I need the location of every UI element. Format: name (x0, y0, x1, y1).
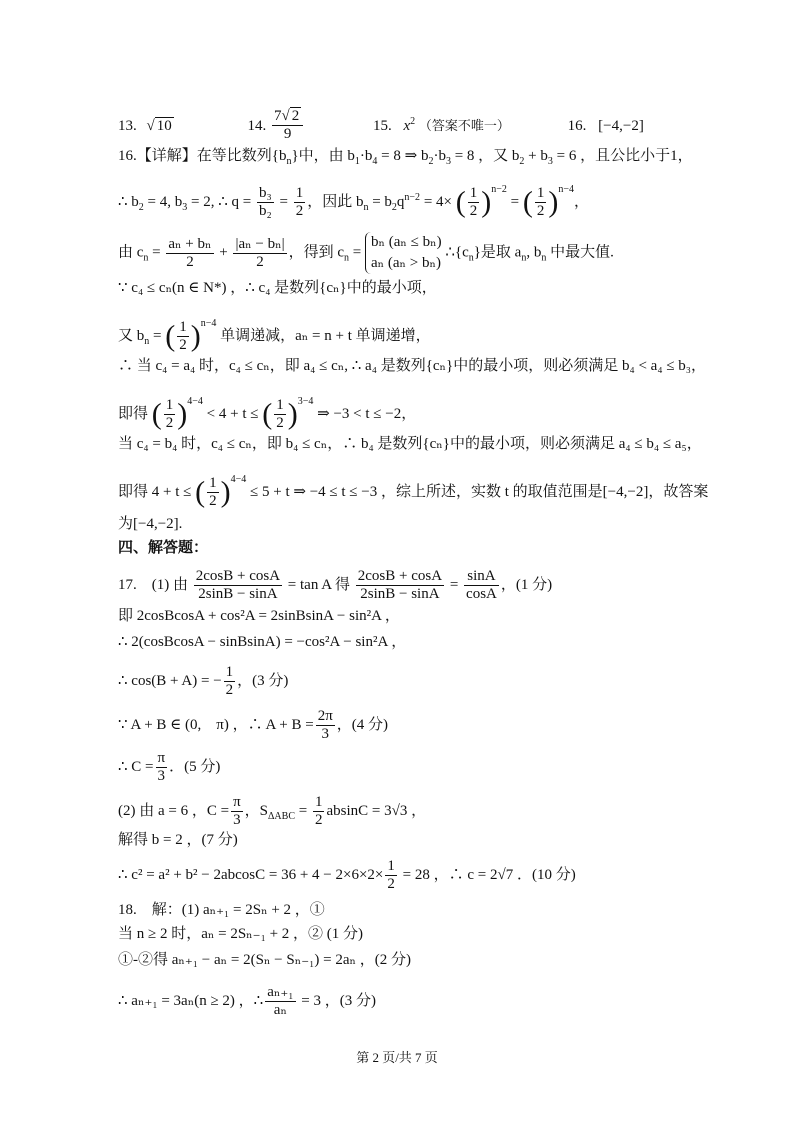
q16-heading: 16.【详解】 (118, 148, 197, 164)
q18-line-1: 18. 解：(1) aₙ₊₁ = 2Sₙ + 2 ，① (118, 902, 325, 918)
q16-line-10: 为[−4,−2]. (118, 516, 183, 532)
q16-line-9: 即得 4 + t ≤ ( $\frac{1}{2}$ )$^{4-4}$ ≤ 5 + t ⇒ −4 ≤ t ≤ −3 ，综上所述，实数 t 的取值范围是[−4,−2]，故答案 (118, 474, 709, 510)
q17-line-5: ∵ A + B ∈ (0, π) ，∴ A + B = $\frac{2\pi}{3}$ ，(4 分) (118, 708, 389, 742)
q15-number: 15. (372, 118, 392, 134)
q15-answer: $x^2$ (403, 116, 416, 134)
q13-number: 13. (118, 118, 137, 134)
q16-line-8: 当 c₄ = b₄ 时，c₄ ≤ cₙ，即 b₄ ≤ cₙ，∴ b₄ 是数列{cₙ}中的最小项，则必须满足 a₄ ≤ b₄ ≤ a₅， (118, 436, 702, 452)
q16-line-2: ∴ $b_2 = 4$, $b_3 = 2$, ∴ q = $\frac{\text{b₃}}{\text{b₂}}$ = $\frac{1}{2}$ ，因此 $b_n = b_2q^{n-2} = 4\times$ ( $\frac{1}{2}$ )$^{n-2}$ = ( $\frac{1}{2}$ )$^{n-4}$， (118, 184, 589, 220)
q16-line-7: 即得 ( $\frac{1}{2}$ )$^{4-4}$ < 4 + t ≤ ( $\frac{1}{2}$ )$^{3-4}$ ⇒ −3 < t ≤ −2， (118, 396, 417, 432)
q16-line-6: ∴ 当 c₄ = a₄ 时，c₄ ≤ cₙ，即 a₄ ≤ cₙ, ∴ a₄ 是数列{cₙ}中的最小项，则必须满足 b₄ < a₄ ≤ b₃， (118, 358, 707, 374)
q16-number: 16. (567, 118, 587, 134)
q14-number: 14. (247, 118, 267, 134)
q17-line-7: (2) 由 a = 6 ，C = $\frac{\pi}{3}$ ，$S_{\Delta ABC}$ = $\frac{1}{2}$ absinC = 3√3 ， (118, 794, 427, 828)
q16-line-3: 由 $c_n$ = $\frac{\text{aₙ + bₙ}}{2}$ + $\frac{\text{|aₙ − bₙ|}}{2}$ ，得到 $c_n$ = bₙ (aₙ ≤ bₙ) aₙ (aₙ > bₙ) $\therefore\{c_n\}$是取 $a_n$, $b_n$ 中最大值. (118, 232, 614, 274)
q16-answer: [−4,−2] (598, 118, 644, 134)
q13-answer: √ 10 (146, 118, 172, 134)
page-footer: 第 2 页/共 7 页 (356, 1050, 438, 1065)
q17-line-3: ∴ 2(cosBcosA − sinBsinA) = −cos²A − sin²A ， (118, 634, 407, 650)
q17-line-1: 17. (1) 由 $\frac{2\cos B + \cos A}{2\sin B - \sin A}$ = tan A 得 $\frac{2\cos B + \cos A}{2\sin B - \sin A}$ = $\frac{\sin A}{\cos A}$ ，(1 分) (118, 568, 553, 602)
q18-line-3: ①-②得 aₙ₊₁ − aₙ = 2(Sₙ − Sₙ₋₁) = 2aₙ ，(2 分) (118, 952, 411, 968)
answers-row (118, 108, 644, 143)
q17-line-6: ∴ C = $\frac{\pi}{3}$ ．(5 分) (118, 750, 221, 784)
q18-line-2: 当 n ≥ 2 时，aₙ = 2Sₙ₋₁ + 2 ，② (1 分) (118, 926, 364, 942)
q16-line-1: 16.【详解】在等比数列$\{b_n\}$中，由 $b_1\cdot b_4 = 8$ ⇒ $b_2\cdot b_3 = 8$ ，又 $b_2 + b_3 = 6$ ，且公比小于1， (118, 148, 693, 167)
q17-line-8: 解得 b = 2 ，(7 分) (118, 832, 238, 848)
q17-line-4: ∴ cos(B + A) = − $\frac{1}{2}$ ，(3 分) (118, 664, 289, 698)
q17-line-2: 即 2cosBcosA + cos²A = 2sinBsinA − sin²A ， (118, 608, 400, 624)
q18-line-4: ∴ aₙ₊₁ = 3aₙ(n ≥ 2) ，∴ $\frac{\text{aₙ₊₁}}{\text{aₙ}}$ = 3 ，(3 分) (118, 984, 376, 1018)
q14-answer: $\frac{7√ 2}{9}$ (272, 108, 303, 143)
q15-note: （答案不唯一） (418, 118, 510, 133)
q16-line-4: ∵ c₄ ≤ cₙ(n ∈ N*) ，∴ c₄ 是数列{cₙ}中的最小项， (118, 280, 437, 296)
q16-line-5: 又 $b_n$ = ( $\frac{1}{2}$ )$^{n-4}$ 单调递减，aₙ = n + t 单调递增， (118, 318, 431, 354)
q17-line-9: ∴ c² = a² + b² − 2abcosC = 36 + 4 − 2×6×2× $\frac{1}{2}$ = 28 ，∴ c = 2√7 ．(10 分) (118, 858, 576, 892)
section-heading: 四、解答题： (118, 539, 209, 556)
